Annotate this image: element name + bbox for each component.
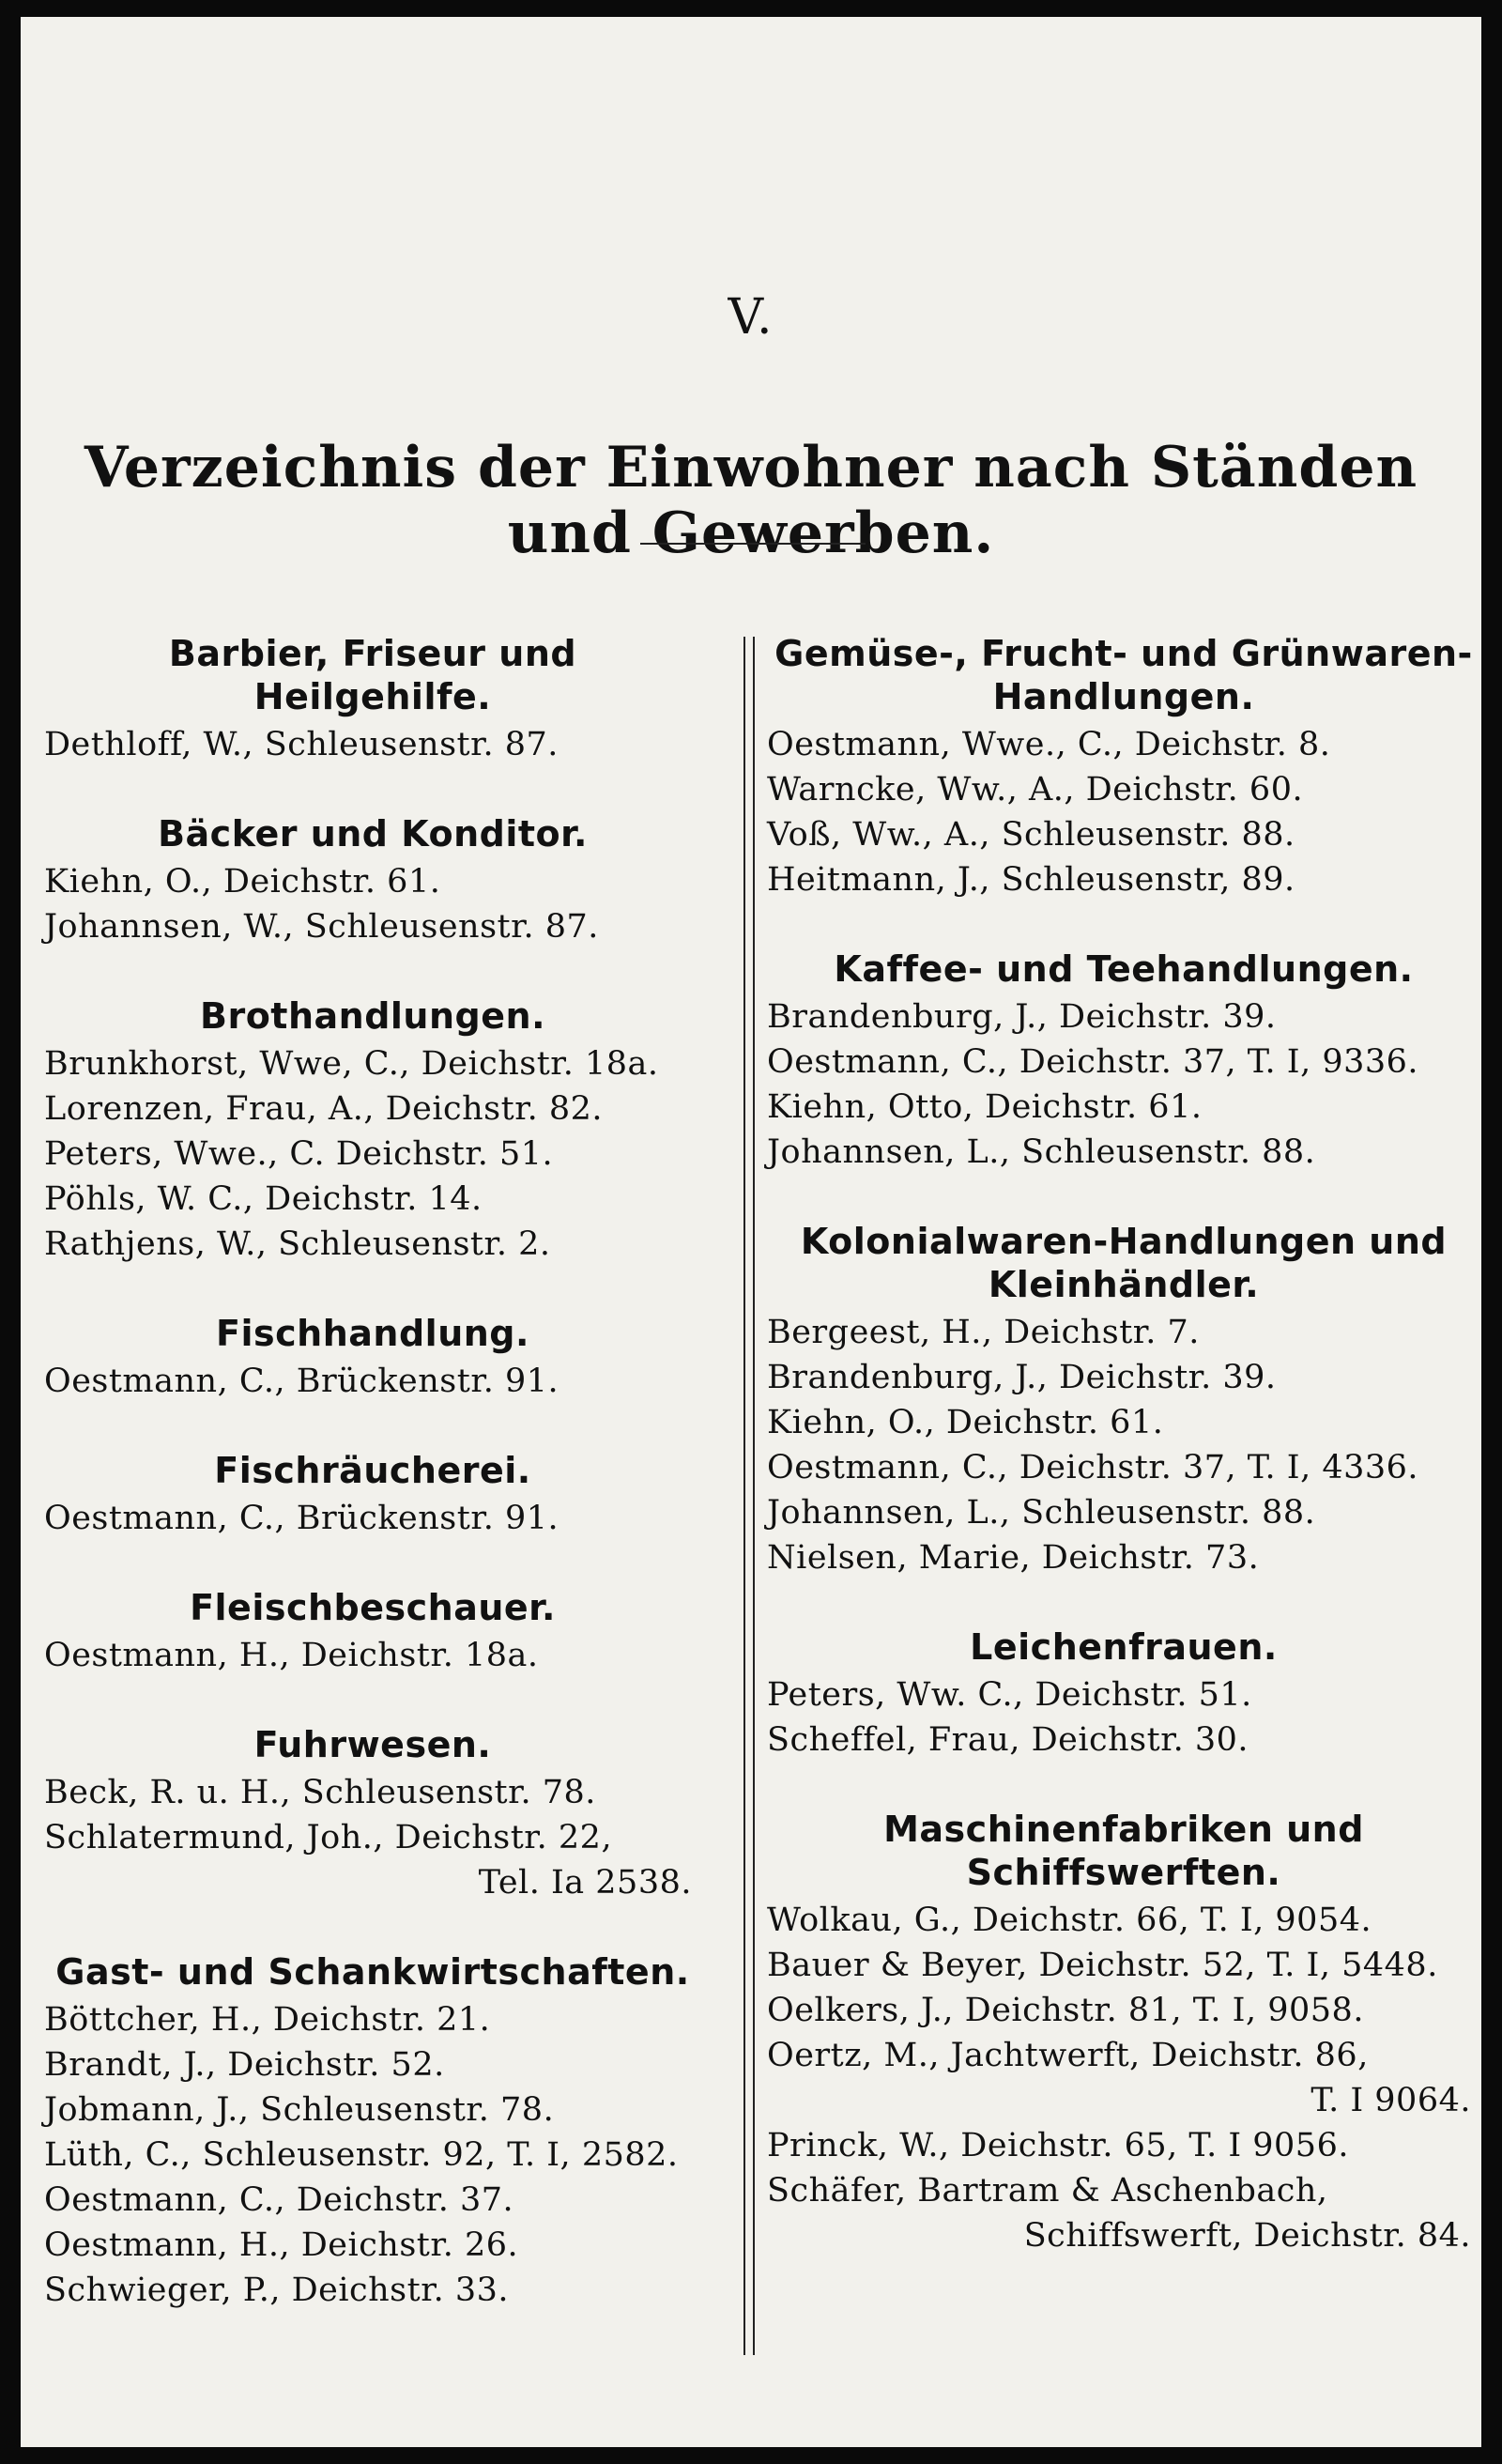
entry: Oestmann, C., Brückenstr. 91. bbox=[44, 1500, 559, 1537]
entry: Johannsen, W., Schleusenstr. 87. bbox=[44, 908, 599, 946]
entry-continuation: Schiffswerft, Deichstr. 84. bbox=[1023, 2217, 1471, 2255]
section-heading: Barbier, Friseur und Heilgehilfe. bbox=[168, 633, 577, 717]
section-heading: Bäcker und Konditor. bbox=[158, 813, 588, 855]
entry: Nielsen, Marie, Deichstr. 73. bbox=[767, 1539, 1260, 1577]
entry: Johannsen, L., Schleusenstr. 88. bbox=[767, 1494, 1316, 1532]
entry: Brandenburg, J., Deichstr. 39. bbox=[767, 1359, 1277, 1396]
entry: Princk, W., Deichstr. 65, T. I 9056. bbox=[767, 2127, 1349, 2164]
entry: Oestmann, C., Deichstr. 37, T. I, 4336. bbox=[767, 1449, 1419, 1486]
entry: Voß, Ww., A., Schleusenstr. 88. bbox=[767, 816, 1295, 854]
entry: Oertz, M., Jachtwerft, Deichstr. 86, bbox=[767, 2037, 1369, 2074]
section-heading: Kaffee- und Teehandlungen. bbox=[834, 948, 1414, 990]
entry: Oestmann, C., Deichstr. 37, T. I, 9336. bbox=[767, 1043, 1419, 1081]
entry: Kiehn, Otto, Deichstr. 61. bbox=[767, 1088, 1203, 1126]
section-gemuese bbox=[767, 632, 1480, 902]
page-title: Verzeichnis der Einwohner nach Ständen und Gewerben. bbox=[84, 435, 1418, 566]
entry: Scheffel, Frau, Deichstr. 30. bbox=[767, 1721, 1249, 1759]
entry: Pöhls, W. C., Deichstr. 14. bbox=[44, 1180, 483, 1218]
entry: Dethloff, W., Schleusenstr. 87. bbox=[44, 726, 559, 763]
entry: Oestmann, Wwe., C., Deichstr. 8. bbox=[767, 726, 1331, 763]
entry: Kiehn, O., Deichstr. 61. bbox=[767, 1404, 1164, 1441]
entry: Schlatermund, Joh., Deichstr. 22, bbox=[44, 1819, 613, 1856]
section-heading: Fuhrwesen. bbox=[253, 1724, 492, 1765]
entry: Peters, Ww. C., Deichstr. 51. bbox=[767, 1676, 1252, 1714]
column-divider-second bbox=[753, 637, 755, 2355]
section-fischhandlung bbox=[44, 1312, 701, 1404]
entry: Oestmann, H., Deichstr. 18a. bbox=[44, 1637, 539, 1674]
section-heading: Fischhandlung. bbox=[216, 1313, 529, 1354]
entry: Bauer & Beyer, Deichstr. 52, T. I, 5448. bbox=[767, 1947, 1438, 1984]
entry: Peters, Wwe., C. Deichstr. 51. bbox=[44, 1135, 554, 1173]
section-gastwirtschaften bbox=[44, 1950, 701, 2313]
section-fischraeucherei bbox=[44, 1449, 701, 1541]
section-kolonialwaren bbox=[767, 1220, 1480, 1580]
entry: Böttcher, H., Deichstr. 21. bbox=[44, 2001, 491, 2039]
entry: Johannsen, L., Schleusenstr. 88. bbox=[767, 1133, 1316, 1171]
entry: Oestmann, H., Deichstr. 26. bbox=[44, 2226, 519, 2264]
entry: Schwieger, P., Deichstr. 33. bbox=[44, 2272, 510, 2309]
entry: Oestmann, C., Deichstr. 37. bbox=[44, 2181, 514, 2219]
entry: Jobmann, J., Schleusenstr. 78. bbox=[44, 2091, 555, 2129]
entry: Rathjens, W., Schleusenstr. 2. bbox=[44, 1225, 551, 1263]
entry: Wolkau, G., Deichstr. 66, T. I, 9054. bbox=[767, 1902, 1372, 1939]
entry: Schäfer, Bartram & Aschenbach, bbox=[767, 2172, 1328, 2210]
entry: Beck, R. u. H., Schleusenstr. 78. bbox=[44, 1774, 596, 1811]
entry-continuation: T. I 9064. bbox=[1310, 2082, 1471, 2119]
section-barbier bbox=[44, 632, 701, 767]
entry: Brandt, J., Deichstr. 52. bbox=[44, 2046, 445, 2084]
chapter-number: V. bbox=[728, 289, 774, 346]
section-heading: Fleischbeschauer. bbox=[190, 1587, 556, 1628]
entry-continuation: Tel. Ia 2538. bbox=[478, 1864, 692, 1902]
section-baecker bbox=[44, 812, 701, 949]
entry: Lüth, C., Schleusenstr. 92, T. I, 2582. bbox=[44, 2136, 679, 2174]
section-leichenfrauen bbox=[767, 1625, 1480, 1763]
entry: Lorenzen, Frau, A., Deichstr. 82. bbox=[44, 1090, 604, 1128]
section-fuhrwesen bbox=[44, 1723, 701, 1905]
entry: Oelkers, J., Deichstr. 81, T. I, 9058. bbox=[767, 1992, 1364, 2029]
title-rule bbox=[640, 543, 866, 545]
section-heading: Leichenfrauen. bbox=[970, 1626, 1278, 1668]
section-heading: Gemüse-, Frucht- und Grünwaren-Handlungen. bbox=[774, 633, 1473, 717]
section-heading: Maschinenfabriken und Schiffswerften. bbox=[883, 1809, 1364, 1893]
section-heading: Gast- und Schankwirtschaften. bbox=[55, 1951, 690, 1993]
entry: Heitmann, J., Schleusenstr, 89. bbox=[767, 861, 1295, 899]
section-heading: Brothandlungen. bbox=[199, 995, 546, 1037]
right-column bbox=[767, 632, 1480, 2303]
section-kaffee bbox=[767, 947, 1480, 1175]
section-heading: Fischräucherei. bbox=[214, 1450, 531, 1491]
left-column bbox=[44, 632, 701, 2358]
entry: Bergeest, H., Deichstr. 7. bbox=[767, 1314, 1200, 1351]
section-maschinenfabriken bbox=[767, 1808, 1480, 2258]
entry: Kiehn, O., Deichstr. 61. bbox=[44, 863, 441, 901]
column-divider bbox=[743, 637, 745, 2355]
entry: Oestmann, C., Brückenstr. 91. bbox=[44, 1363, 559, 1400]
section-brothandlungen bbox=[44, 994, 701, 1267]
entry: Warncke, Ww., A., Deichstr. 60. bbox=[767, 771, 1304, 808]
entry: Brandenburg, J., Deichstr. 39. bbox=[767, 998, 1277, 1036]
page bbox=[21, 17, 1481, 2447]
section-fleischbeschauer bbox=[44, 1586, 701, 1678]
section-heading: Kolonialwaren-Handlungen und Kleinhändler. bbox=[800, 1221, 1448, 1305]
entry: Brunkhorst, Wwe, C., Deichstr. 18a. bbox=[44, 1045, 659, 1083]
